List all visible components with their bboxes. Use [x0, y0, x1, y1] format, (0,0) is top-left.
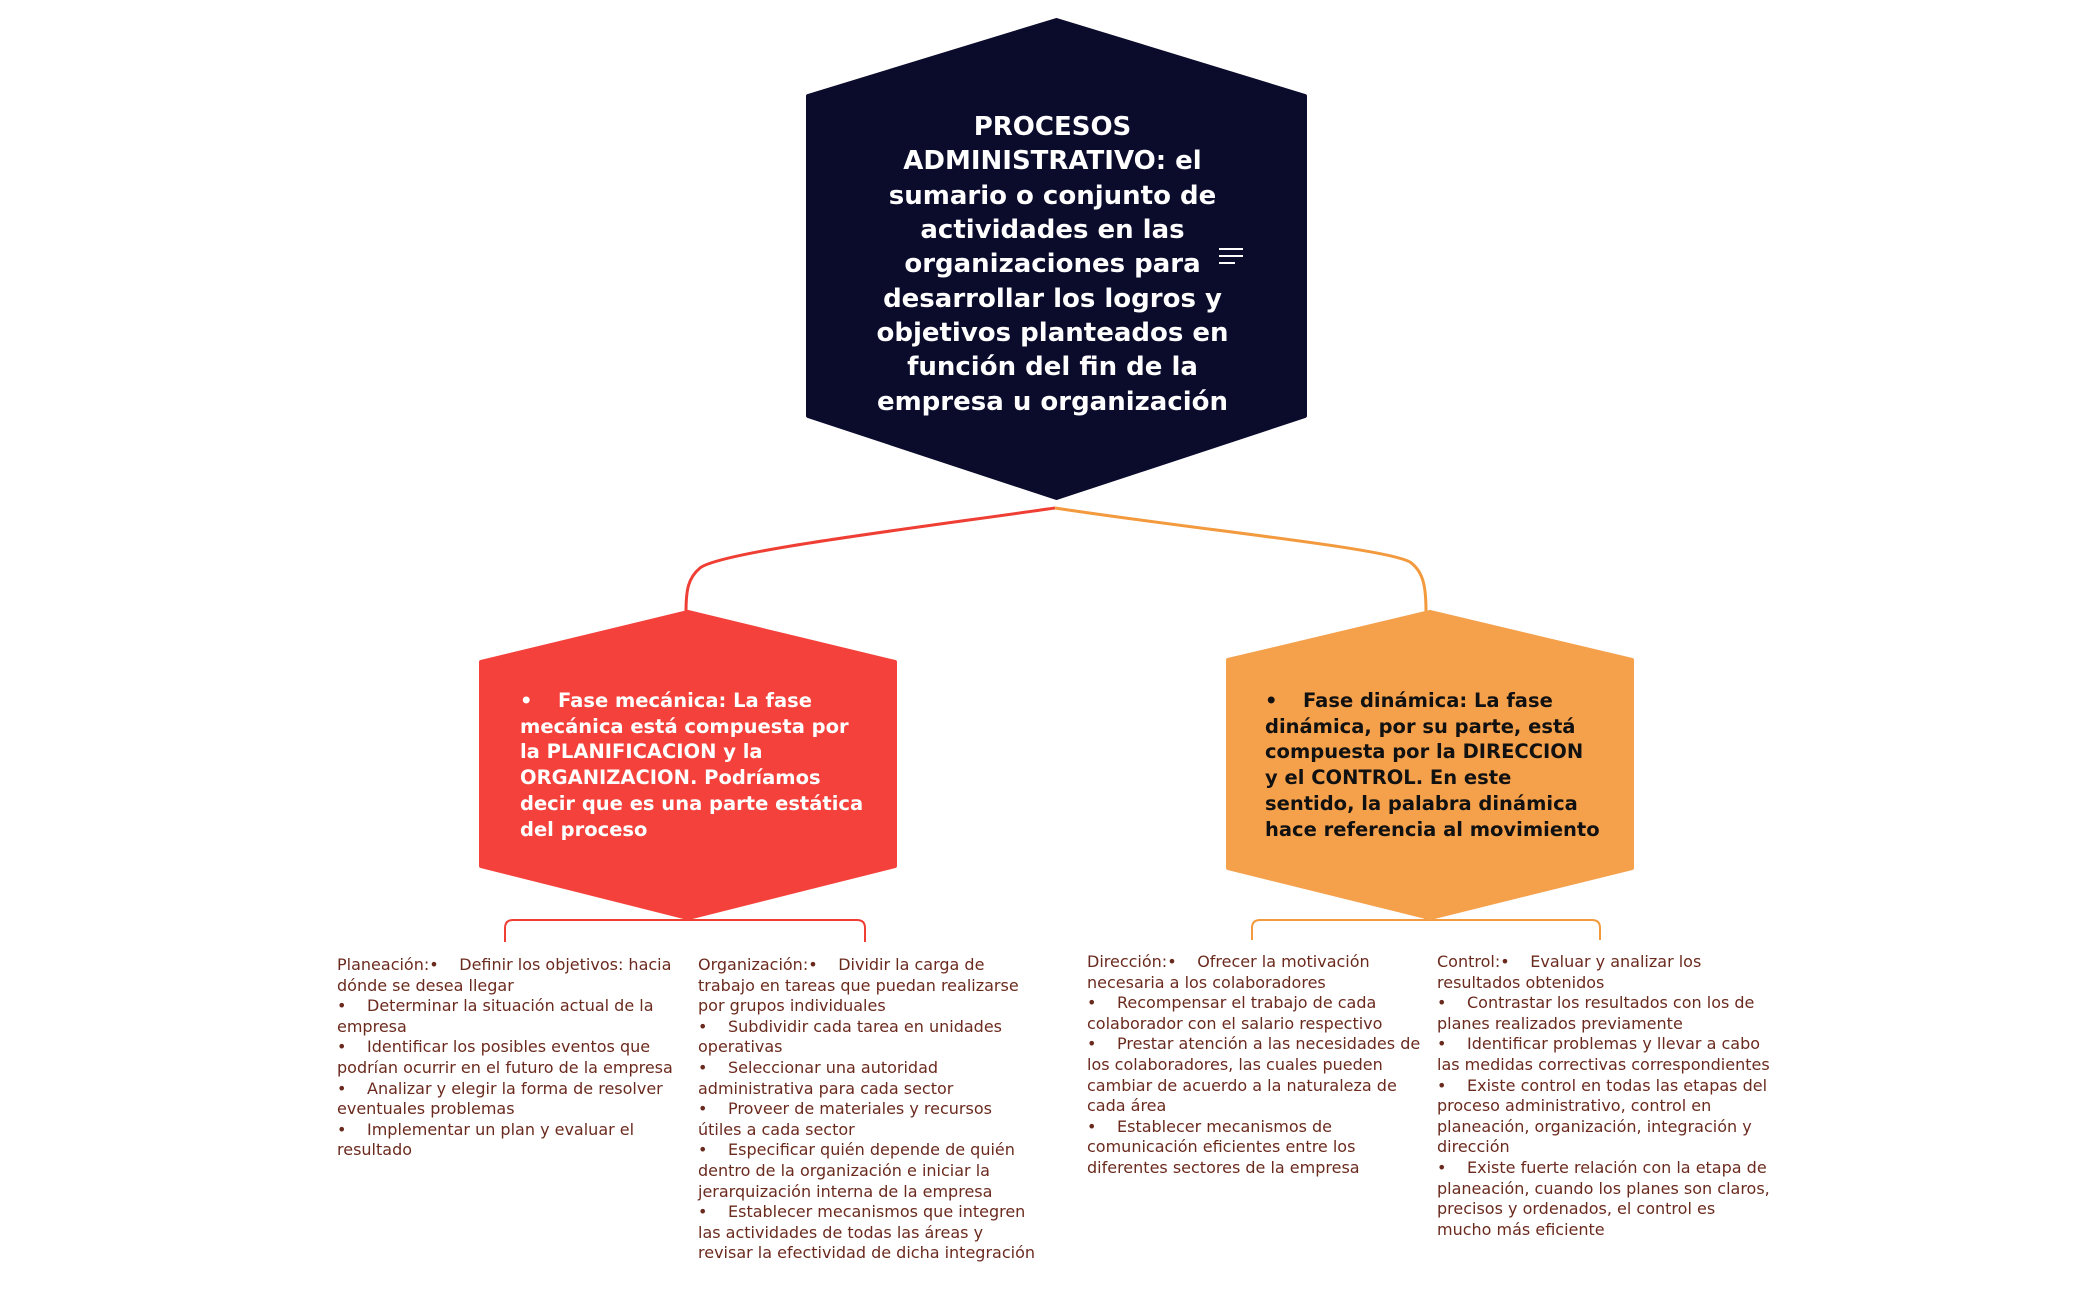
root-topic-node[interactable] — [805, 18, 1308, 500]
planeacion-label: Planeación: — [337, 955, 430, 974]
connector-root-to-dynamic — [1055, 508, 1426, 612]
direccion-item-1 — [1087, 952, 1422, 993]
organizacion-item-3 — [698, 1058, 1038, 1099]
dynamic-phase-text — [1265, 688, 1600, 842]
bullet-glyph: • — [429, 955, 439, 974]
organizacion-item-text: Subdividir cada tarea en unidades operativas — [698, 1016, 1003, 1057]
direccion-item-4 — [1087, 1117, 1422, 1179]
direccion-item-3 — [1087, 1034, 1422, 1116]
bullet-glyph: • — [520, 689, 533, 712]
planeacion-item-3 — [337, 1037, 677, 1078]
organizacion-item-text: Proveer de materiales y recursos útiles a cada sector — [698, 1099, 992, 1139]
organizacion-item-text: Especificar quién depende de quién dentro de la organización e iniciar la jerarquización interna de la empresa — [698, 1140, 1015, 1201]
bullet-glyph: • — [337, 1119, 347, 1139]
root-topic-text: PROCESOS ADMINISTRATIVO: el sumario o conjunto de actividades en las organizaciones para desarrollar los logros y objetivos planteados en función del fin de la empresa u organización — [876, 112, 1229, 417]
planeacion-item-text: Analizar y elegir la forma de resolver eventuales problemas — [337, 1078, 663, 1119]
control-item-5 — [1437, 1158, 1772, 1240]
mechanical-phase-text — [520, 688, 865, 842]
menu-lines-icon[interactable] — [1219, 248, 1243, 266]
bullet-glyph: • — [337, 996, 347, 1016]
bullet-glyph: • — [698, 1057, 708, 1077]
control-item-text: Contrastar los resultados con los de planes realizados previamente — [1437, 993, 1755, 1033]
bullet-glyph: • — [1087, 1034, 1097, 1054]
planeacion-item-1 — [337, 955, 677, 996]
direccion-item-text: Recompensar el trabajo de cada colaborador con el salario respectivo — [1087, 993, 1383, 1033]
planeacion-leaf[interactable] — [337, 955, 677, 1161]
bullet-glyph: • — [1437, 1075, 1447, 1095]
control-item-text: Existe control en todas las etapas del proceso administrativo, control en planeación, organización, integración y dirección — [1437, 1075, 1768, 1157]
organizacion-item-1 — [698, 955, 1038, 1017]
bullet-glyph: • — [337, 1078, 347, 1098]
bullet-glyph: • — [337, 1037, 347, 1057]
bullet-glyph: • — [1087, 993, 1097, 1013]
control-label: Control: — [1437, 952, 1501, 971]
organizacion-leaf[interactable] — [698, 955, 1038, 1264]
organizacion-item-5 — [698, 1140, 1038, 1202]
dynamic-phase-node[interactable] — [1225, 610, 1635, 920]
organizacion-item-2 — [698, 1017, 1038, 1058]
control-item-4 — [1437, 1076, 1772, 1158]
organizacion-item-6 — [698, 1202, 1038, 1264]
mechanical-phase-label: Fase mecánica: La fase mecánica está compuesta por la PLANIFICACION y la ORGANIZACION. Podríamos decir que es una parte estática del proceso — [520, 689, 864, 841]
organizacion-item-4 — [698, 1099, 1038, 1140]
direccion-item-2 — [1087, 993, 1422, 1034]
control-item-text: Identificar problemas y llevar a cabo las medidas correctivas correspondientes — [1437, 1034, 1770, 1074]
bullet-glyph: • — [1437, 1034, 1447, 1054]
planeacion-item-2 — [337, 996, 677, 1037]
control-leaf[interactable] — [1437, 952, 1772, 1240]
mechanical-phase-node[interactable] — [478, 610, 898, 920]
direccion-label: Dirección: — [1087, 952, 1168, 971]
bullet-glyph: • — [1437, 993, 1447, 1013]
organizacion-item-text: Seleccionar una autoridad administrativa para cada sector — [698, 1057, 954, 1098]
bullet-glyph: • — [1500, 952, 1510, 971]
planeacion-item-text: Determinar la situación actual de la empresa — [337, 996, 654, 1036]
bullet-glyph: • — [698, 1099, 708, 1119]
bullet-glyph: • — [698, 1016, 708, 1036]
control-item-text: Evaluar y analizar los resultados obtenidos — [1437, 952, 1702, 992]
dynamic-phase-label: Fase dinámica: La fase dinámica, por su parte, está compuesta por la DIRECCION y el CONTROL. En este sentido, la palabra dinámica hace referencia al movimiento — [1265, 689, 1600, 841]
bullet-glyph: • — [698, 1202, 708, 1222]
direccion-item-text: Establecer mecanismos de comunicación eficientes entre los diferentes sectores de la empresa — [1087, 1116, 1360, 1177]
bullet-glyph: • — [1167, 952, 1177, 971]
direccion-leaf[interactable] — [1087, 952, 1422, 1179]
organizacion-item-text: Dividir la carga de trabajo en tareas que puedan realizarse por grupos individuales — [698, 955, 1019, 1016]
control-item-1 — [1437, 952, 1772, 993]
organizacion-item-text: Establecer mecanismos que integren las actividades de todas las áreas y revisar la efectividad de dicha integración — [698, 1202, 1036, 1263]
planeacion-item-5 — [337, 1120, 677, 1161]
planeacion-item-text: Implementar un plan y evaluar el resultado — [337, 1119, 635, 1160]
bullet-glyph: • — [1265, 689, 1278, 712]
bullet-glyph: • — [1087, 1116, 1097, 1136]
control-item-3 — [1437, 1034, 1772, 1075]
control-item-2 — [1437, 993, 1772, 1034]
planeacion-item-text: Definir los objetivos: hacia dónde se desea llegar — [337, 955, 672, 995]
direccion-item-text: Prestar atención a las necesidades de los colaboradores, las cuales pueden cambiar de acuerdo a la naturaleza de cada área — [1087, 1034, 1421, 1116]
planeacion-item-4 — [337, 1079, 677, 1120]
bullet-glyph: • — [698, 1140, 708, 1160]
planeacion-item-text: Identificar los posibles eventos que podrían ocurrir en el futuro de la empresa — [337, 1037, 673, 1077]
connector-root-to-mechanical — [686, 508, 1055, 612]
bullet-glyph: • — [808, 955, 818, 974]
direccion-item-text: Ofrecer la motivación necesaria a los colaboradores — [1087, 952, 1370, 992]
bullet-glyph: • — [1437, 1157, 1447, 1177]
organizacion-label: Organización: — [698, 955, 809, 974]
control-item-text: Existe fuerte relación con la etapa de planeación, cuando los planes son claros, precisos y ordenados, el control es mucho más eficiente — [1437, 1157, 1770, 1239]
